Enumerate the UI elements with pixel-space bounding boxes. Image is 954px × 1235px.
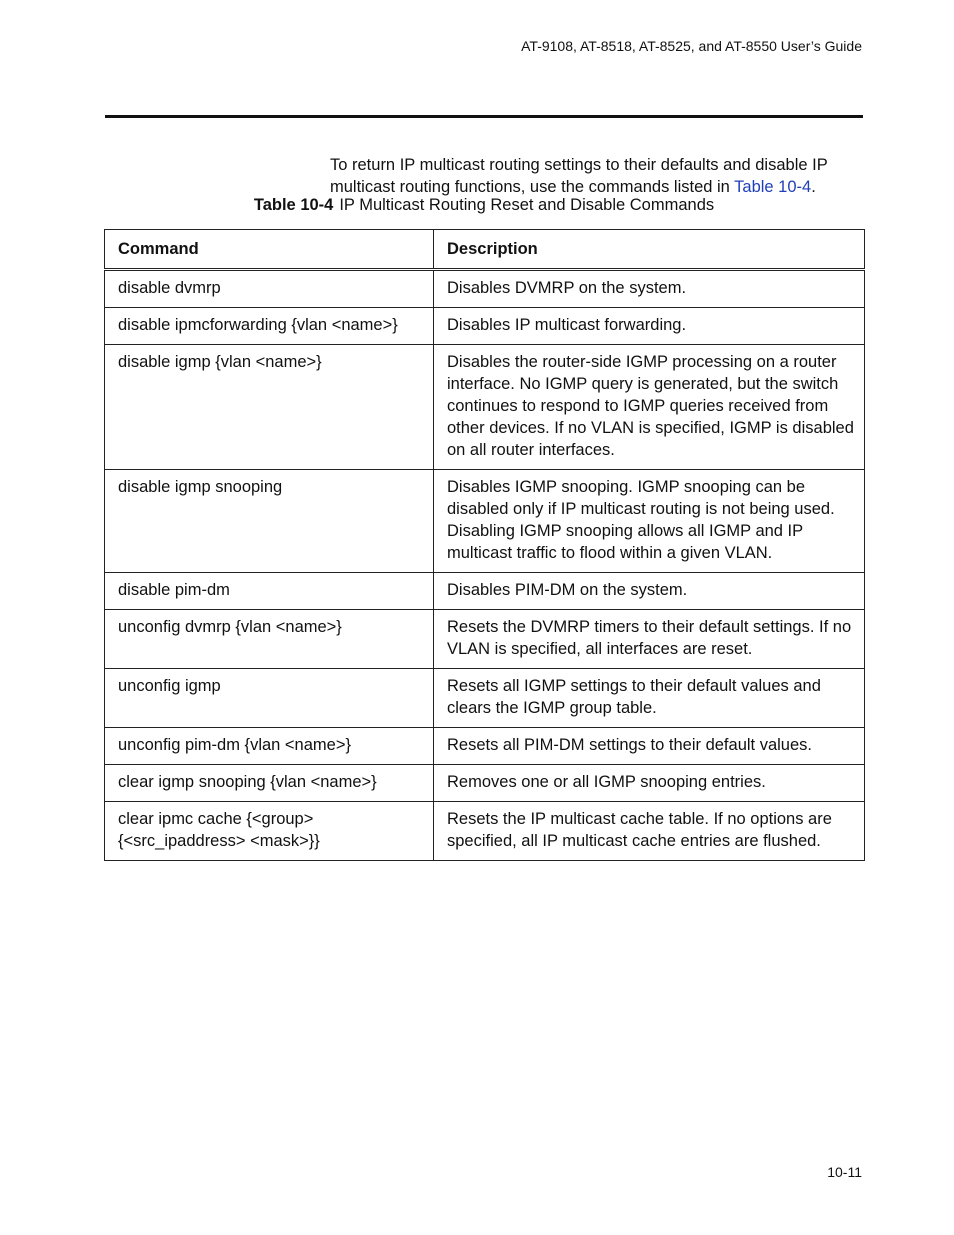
page-number: 10-11: [827, 1164, 862, 1180]
description-cell: Removes one or all IGMP snooping entries.: [434, 765, 865, 802]
intro-text-end: .: [811, 177, 816, 196]
command-cell: clear igmp snooping {vlan <name>}: [105, 765, 434, 802]
command-cell: disable igmp {vlan <name>}: [105, 345, 434, 470]
table-header-row: [105, 230, 865, 270]
table-row: [105, 728, 865, 765]
table-caption-label: Table 10-4: [253, 196, 334, 214]
description-cell: Disables IP multicast forwarding.: [434, 308, 865, 345]
command-cell: unconfig pim-dm {vlan <name>}: [105, 728, 434, 765]
table-row: [105, 308, 865, 345]
table-reference-link[interactable]: Table 10-4: [734, 177, 812, 196]
header-rule: [105, 115, 863, 118]
intro-paragraph: [330, 154, 870, 198]
table-row: [105, 470, 865, 573]
command-cell: disable igmp snooping: [105, 470, 434, 573]
description-cell: Resets the DVMRP timers to their default settings. If no VLAN is specified, all interfaces are reset.: [434, 610, 865, 669]
command-cell: unconfig igmp: [105, 669, 434, 728]
description-cell: Disables DVMRP on the system.: [434, 270, 865, 308]
table-row: [105, 270, 865, 308]
commands-table: [104, 229, 865, 861]
description-cell: Resets all IGMP settings to their default values and clears the IGMP group table.: [434, 669, 865, 728]
table-row: [105, 573, 865, 610]
command-cell: disable dvmrp: [105, 270, 434, 308]
table-row: [105, 765, 865, 802]
column-header-command: Command: [105, 230, 434, 270]
intro-text: To return IP multicast routing settings to their defaults and disable IP multicast routing functions, use the commands listed in: [330, 155, 828, 196]
description-cell: Resets all PIM-DM settings to their default values.: [434, 728, 865, 765]
description-cell: Disables IGMP snooping. IGMP snooping can be disabled only if IP multicast routing is not being used. Disabling IGMP snooping allows all IGMP and IP multicast traffic to flood within a given VLAN.: [434, 470, 865, 573]
table-caption: [105, 196, 863, 215]
description-cell: Disables the router-side IGMP processing on a router interface. No IGMP query is generated, but the switch continues to respond to IGMP queries received from other devices. If no VLAN is specified, IGMP is disabled on all router interfaces.: [434, 345, 865, 470]
table-row: [105, 669, 865, 728]
table-row: [105, 610, 865, 669]
command-cell: unconfig dvmrp {vlan <name>}: [105, 610, 434, 669]
command-cell: clear ipmc cache {<group> {<src_ipaddress> <mask>}}: [105, 802, 434, 861]
command-cell: disable ipmcforwarding {vlan <name>}: [105, 308, 434, 345]
running-header: AT-9108, AT-8518, AT-8525, and AT-8550 User’s Guide: [521, 38, 862, 54]
table-caption-title: IP Multicast Routing Reset and Disable Commands: [339, 196, 715, 214]
column-header-description: Description: [434, 230, 865, 270]
table-row: [105, 802, 865, 861]
command-cell: disable pim-dm: [105, 573, 434, 610]
description-cell: Disables PIM-DM on the system.: [434, 573, 865, 610]
table-row: [105, 345, 865, 470]
description-cell: Resets the IP multicast cache table. If no options are specified, all IP multicast cache entries are flushed.: [434, 802, 865, 861]
